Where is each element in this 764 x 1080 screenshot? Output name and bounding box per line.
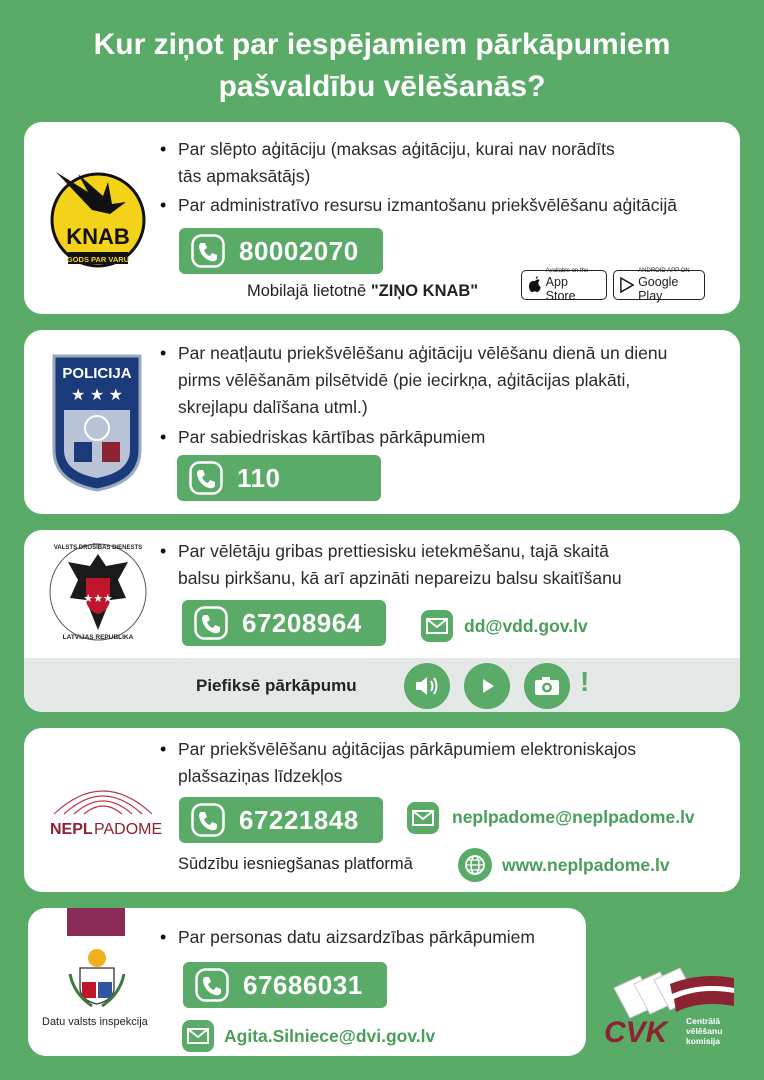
- police-phone[interactable]: [177, 455, 381, 501]
- nepl-phone-number: 67221848: [239, 804, 359, 835]
- email-icon: [182, 1020, 214, 1052]
- coat-of-arms-icon: [64, 410, 130, 478]
- exclamation-mark: !: [580, 666, 590, 697]
- camera-icon: [534, 676, 560, 696]
- nepl-logo-right: PADOME: [94, 821, 162, 838]
- cvk-line3: komisija: [686, 1036, 721, 1046]
- knab-card: [24, 122, 740, 314]
- phone-icon: [191, 803, 225, 837]
- cvk-line2: vēlēšanu: [686, 1026, 723, 1036]
- play-icon: [477, 676, 497, 696]
- dvi-logo-caption: Datu valsts inspekcija: [42, 1016, 148, 1028]
- nepl-card: [24, 728, 740, 892]
- latvian-flag-icon: [670, 976, 734, 1012]
- cvk-line1: Centrālā: [686, 1016, 721, 1026]
- nepl-website-link[interactable]: www.neplpadome.lv: [502, 855, 670, 875]
- vdd-card: [24, 530, 740, 712]
- vdd-phone-number: 67208964: [242, 607, 362, 638]
- vdd-email-link[interactable]: dd@vdd.gov.lv: [464, 616, 588, 636]
- page-title: Kur ziņot par iespējamiem pārkāpumiem pašvaldību vēlēšanās?: [93, 28, 671, 103]
- list-item: • Par neatļautu priekšvēlēšanu aģitāciju vēlēšanu dienā un dienu pirms vēlēšanām pilsētvidē (pie iecirkņa, aģitācijas plakāti, skrejlapu dalīšana utml.): [158, 340, 728, 421]
- phone-icon: [191, 234, 225, 268]
- knab-logo-motto: GODS PAR VARU: [66, 255, 130, 264]
- vdd-logo: [48, 540, 148, 644]
- record-band: [24, 658, 740, 712]
- email-icon: [421, 610, 453, 642]
- dvi-email-link[interactable]: Agita.Silniece@dvi.gov.lv: [224, 1026, 436, 1046]
- dvi-bullets: [158, 924, 578, 951]
- speaker-icon: [414, 674, 440, 698]
- dvi-card: [28, 908, 586, 1056]
- nepl-phone[interactable]: [179, 797, 383, 843]
- video-record-button[interactable]: [464, 663, 510, 709]
- vdd-logo-bottom: LATVIJAS REPUBLIKA: [62, 634, 134, 641]
- waves-icon: [54, 791, 152, 814]
- nepl-logo: [44, 776, 162, 846]
- google-play-icon: [620, 276, 634, 294]
- dvi-phone-number: 67686031: [243, 969, 363, 1000]
- stars-icon: ★ ★ ★: [71, 387, 123, 404]
- dvi-phone[interactable]: [183, 962, 387, 1008]
- knab-phone-number: 80002070: [239, 235, 359, 266]
- police-card: [24, 330, 740, 514]
- list-item: • Par vēlētāju gribas prettiesisku ietekmēšanu, tajā skaitā balsu pirkšanu, kā arī apzināti nepareizu balsu skaitīšanu: [158, 538, 728, 592]
- svg-text:★★★: ★★★: [83, 593, 113, 605]
- apple-icon: [528, 276, 542, 294]
- nepl-email-link[interactable]: neplpadome@neplpadome.lv: [452, 807, 695, 827]
- vdd-logo-top: VALSTS DROŠĪBAS DIENESTS: [53, 545, 143, 551]
- list-item: • Par priekšvēlēšanu aģitācijas pārkāpumiem elektroniskajos plašsaziņas līdzekļos: [158, 736, 728, 790]
- police-logo: [52, 354, 142, 492]
- list-item: • Par slēpto aģitāciju (maksas aģitāciju, kurai nav norādīts tās apmaksātājs): [158, 136, 728, 190]
- audio-record-button[interactable]: [404, 663, 450, 709]
- email-icon: [407, 802, 439, 834]
- cvk-logo: [600, 966, 740, 1056]
- knab-app-label: Mobilajā lietotnē "ZIŅO KNAB": [247, 282, 479, 300]
- list-item: • Par administratīvo resursu izmantošanu priekšvēlēšanu aģitācijā: [158, 192, 728, 219]
- knab-bullets: [158, 136, 728, 219]
- knab-logo: [48, 162, 148, 270]
- phone-icon: [189, 461, 223, 495]
- app-store-badge[interactable]: Available on the App Store: [521, 270, 607, 300]
- google-play-badge[interactable]: ANDROID APP ON Google Play: [613, 270, 705, 300]
- latvian-coat-of-arms-icon: [66, 944, 128, 1008]
- list-item: • Par sabiedriskas kārtības pārkāpumiem: [158, 424, 728, 451]
- police-bullets: [158, 340, 728, 451]
- nepl-platform-label: Sūdzību iesniegšanas platformā: [178, 855, 413, 873]
- knab-logo-text: KNAB: [66, 224, 130, 249]
- nepl-bullets: [158, 736, 728, 790]
- globe-icon: [458, 848, 492, 882]
- photo-record-button[interactable]: [524, 663, 570, 709]
- phone-icon: [195, 968, 229, 1002]
- dvi-logo-stripe: [67, 908, 125, 936]
- record-label: Piefiksē pārkāpumu: [196, 676, 357, 695]
- nepl-logo-left: NEPL: [50, 821, 93, 838]
- cvk-abbr: CVK: [604, 1016, 668, 1049]
- police-phone-number: 110: [237, 462, 281, 493]
- knab-phone[interactable]: [179, 228, 383, 274]
- police-logo-text: POLICIJA: [62, 365, 132, 382]
- phone-icon: [194, 606, 228, 640]
- vdd-phone[interactable]: [182, 600, 386, 646]
- list-item: • Par personas datu aizsardzības pārkāpumiem: [158, 924, 578, 951]
- vdd-bullets: [158, 538, 728, 592]
